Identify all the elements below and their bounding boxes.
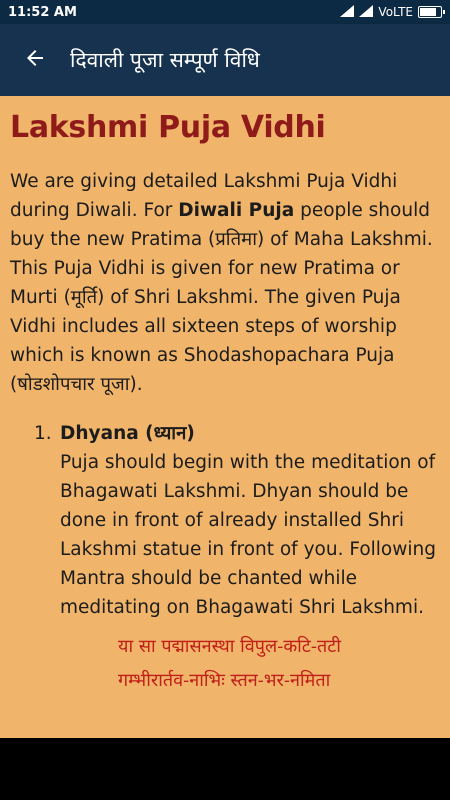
battery-icon [418,6,442,18]
mantra-line: गम्भीरार्तव-नाभिः स्तन-भर-नमिता [118,670,331,691]
app-bar [0,24,450,96]
steps-list [10,419,440,622]
intro-paragraph [10,167,440,399]
app-title: दिवाली पूजा सम्पूर्ण विधि [70,48,260,72]
diwali-puja-bold: Diwali Puja [178,200,295,221]
mantra-block [10,630,440,698]
article-content[interactable] [0,96,450,738]
mantra-line: या सा पद्मासनस्था विपुल-कटि-तटी [118,636,341,657]
step-number: 1. [34,423,52,444]
battery-level [420,8,436,16]
page-title: Lakshmi Puja Vidhi [10,110,326,145]
cellular-signal-icon [340,5,354,20]
cellular-signal-icon [359,5,373,20]
network-label: VoLTE [378,5,413,19]
arrow-left-icon [23,46,47,74]
back-button[interactable] [0,24,70,96]
intro-text-1: We are giving detailed Lakshmi Puja Vidhi during Diwali. For [10,171,398,221]
intro-text-2: people should buy the new Pratima (प्रतिमा) of Maha Lakshmi. This Puja Vidhi is given for new Pratima or Murti (मूर्ति) of Shri Lakshmi. The given Puja Vidhi includes all sixteen steps of worship which is known as Shodashopachara Puja (षोडशोपचार पूजा). [10,200,433,395]
status-icons [340,5,442,20]
list-item [34,419,440,622]
navigation-bar [0,738,450,800]
step-text: Puja should begin with the meditation of Bhagawati Lakshmi. Dhyan should be done in front of already installed Shri Lakshmi statue in front of you. Following Mantra should be chanted while meditating on Bhagawati Shri Lakshmi. [60,452,436,618]
step-title: Dhyana (ध्यान) [60,423,195,444]
status-time: 11:52 AM [8,4,77,20]
step-body [60,419,440,622]
status-bar [0,0,450,24]
